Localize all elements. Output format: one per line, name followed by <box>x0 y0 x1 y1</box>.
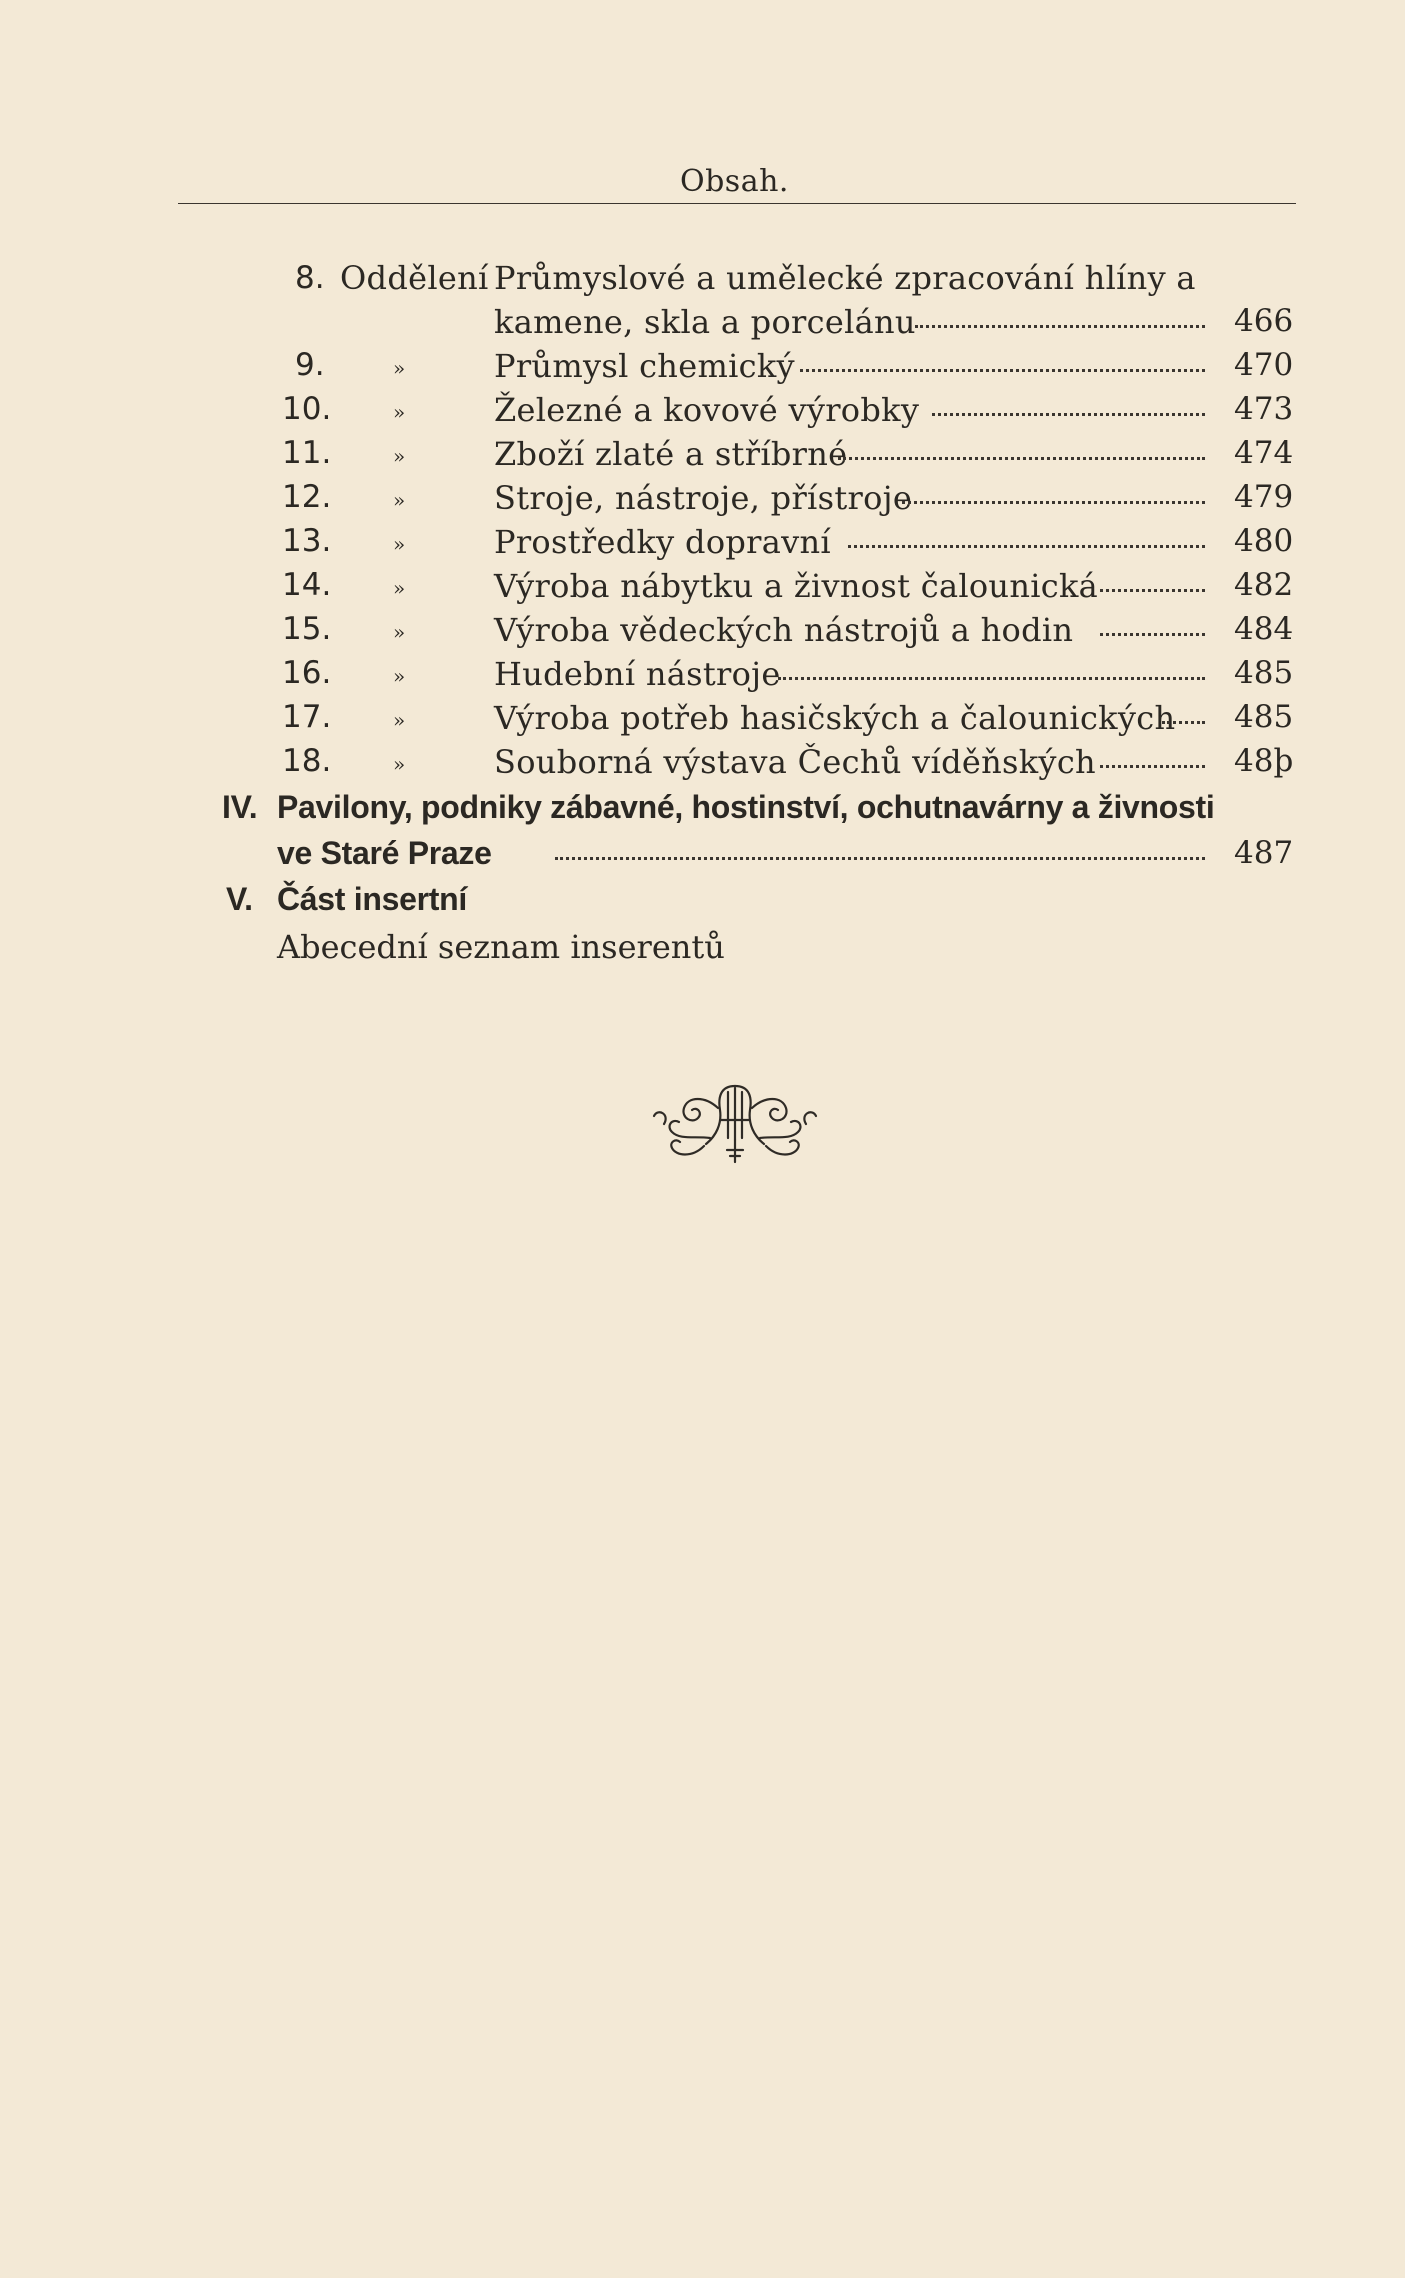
section-title: Pavilony, podniky zábavné, hostinství, ochutnavárny a živnosti <box>277 789 1215 825</box>
dot-leader <box>848 535 1205 548</box>
entry-page: 484 <box>1234 611 1294 647</box>
entry-title: Stroje, nástroje, přístroje <box>494 479 913 517</box>
entry-number: 9. <box>295 347 325 383</box>
dot-leader <box>1100 755 1205 768</box>
ditto-mark: » <box>393 356 406 380</box>
dot-leader <box>932 403 1205 416</box>
ditto-mark: » <box>393 752 406 776</box>
entry-page: 466 <box>1234 303 1294 339</box>
ditto-mark: » <box>393 532 406 556</box>
entry-title: Průmyslové a umělecké zpracování hlíny a <box>494 259 1196 297</box>
entry-title: Výroba potřeb hasičských a čalounických <box>494 699 1176 737</box>
section-title: Část insertní <box>277 881 467 917</box>
ditto-mark: » <box>393 576 406 600</box>
dot-leader <box>800 359 1205 372</box>
entry-title: Výroba vědeckých nástrojů a hodin <box>494 611 1074 649</box>
ditto-mark: » <box>393 400 406 424</box>
section-title-continued: ve Staré Praze <box>277 835 492 871</box>
entry-page: 479 <box>1234 479 1294 515</box>
entry-number: 15. <box>282 611 332 647</box>
entry-number: 11. <box>282 435 332 471</box>
entry-title: Železné a kovové výrobky <box>494 391 920 429</box>
dot-leader <box>1162 711 1205 724</box>
entry-page: 48þ <box>1234 743 1294 779</box>
entry-number: 17. <box>282 699 332 735</box>
entry-title: Souborná výstava Čechů víděňských <box>494 743 1096 781</box>
entry-title: Zboží zlaté a stříbrné <box>494 435 848 473</box>
dot-leader <box>778 667 1205 680</box>
dot-leader <box>915 315 1205 328</box>
entry-page: 485 <box>1234 655 1294 691</box>
section-number: V. <box>226 881 253 917</box>
entry-number: 14. <box>282 567 332 603</box>
entry-page: 473 <box>1234 391 1294 427</box>
entry-number: 18. <box>282 743 332 779</box>
entry-lead: Oddělení <box>340 259 489 297</box>
entry-title: Hudební nástroje <box>494 655 781 693</box>
header-rule <box>178 203 1296 204</box>
entry-title: Průmysl chemický <box>494 347 795 385</box>
decorative-ornament <box>650 1078 820 1166</box>
entry-page: 474 <box>1234 435 1294 471</box>
entry-page: 482 <box>1234 567 1294 603</box>
entry-title: Prostředky dopravní <box>494 523 831 561</box>
entry-number: 12. <box>282 479 332 515</box>
ditto-mark: » <box>393 664 406 688</box>
page-header-title: Obsah. <box>680 164 789 199</box>
entry-number: 16. <box>282 655 332 691</box>
entry-number: 10. <box>282 391 332 427</box>
appendix-entry[interactable]: Abecední seznam inserentů <box>277 928 725 966</box>
entry-title: Výroba nábytku a živnost čalounická <box>494 567 1099 605</box>
dot-leader <box>902 491 1205 504</box>
ditto-mark: » <box>393 488 406 512</box>
dot-leader <box>838 447 1205 460</box>
entry-page: 480 <box>1234 523 1294 559</box>
ditto-mark: » <box>393 708 406 732</box>
section-page: 487 <box>1234 835 1294 871</box>
entry-number: 13. <box>282 523 332 559</box>
ditto-mark: » <box>393 444 406 468</box>
dot-leader <box>555 847 1205 860</box>
section-number: IV. <box>222 789 258 825</box>
entry-page: 470 <box>1234 347 1294 383</box>
entry-number: 8. <box>295 260 325 296</box>
dot-leader <box>1100 579 1205 592</box>
entry-title-continued: kamene, skla a porcelánu <box>494 303 916 341</box>
entry-page: 485 <box>1234 699 1294 735</box>
ditto-mark: » <box>393 620 406 644</box>
dot-leader <box>1100 623 1205 636</box>
